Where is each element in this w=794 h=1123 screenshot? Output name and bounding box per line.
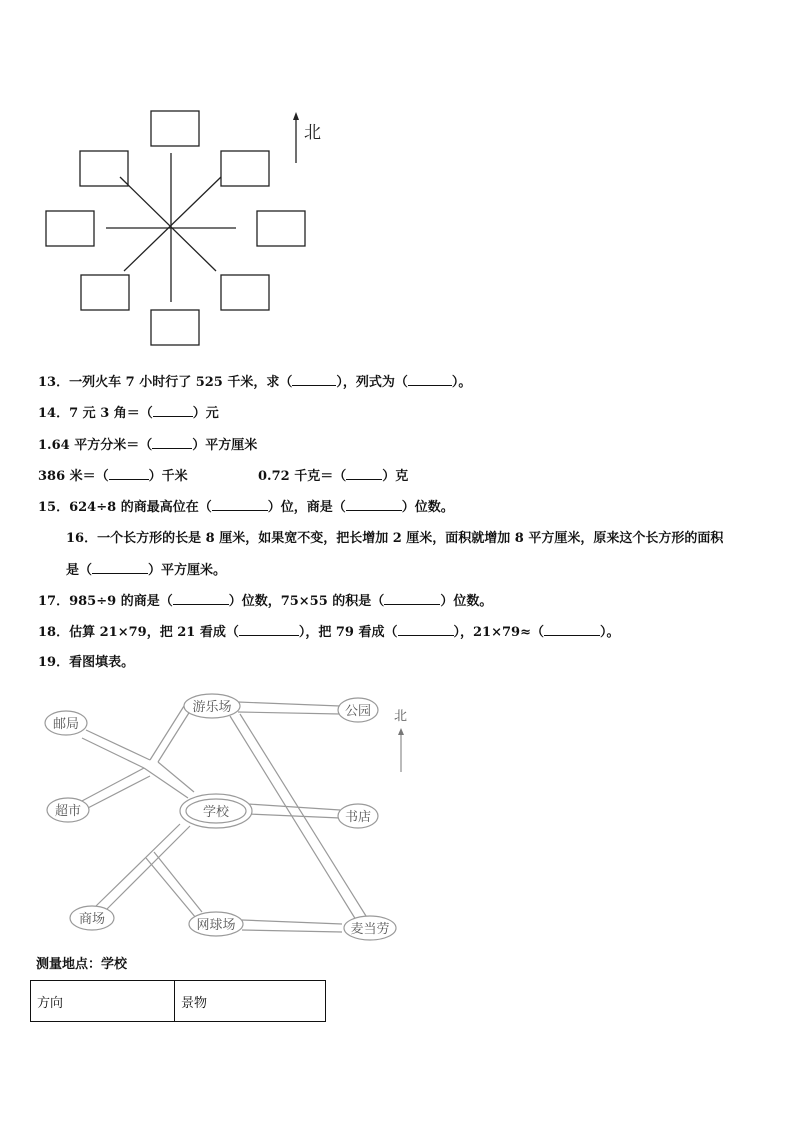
question-14-d: 0.72 千克＝（ ）克	[258, 469, 409, 484]
question-14-a: 14．7 元 3 角＝（ ）元	[38, 406, 219, 421]
direction-table	[30, 980, 326, 1022]
table-header-scenery: 景物	[175, 981, 326, 1022]
answer-blank[interactable]	[212, 498, 268, 511]
answer-blank[interactable]	[152, 436, 192, 449]
road-park	[238, 702, 340, 714]
label-park: 公园	[344, 704, 372, 719]
answer-blank[interactable]	[173, 592, 229, 605]
north-label: 北	[304, 123, 321, 143]
road-bookstore	[248, 804, 340, 818]
box-west	[46, 211, 94, 246]
direction-diagram	[40, 105, 340, 355]
question-14-b: 1.64 平方分米＝（ ）平方厘米	[38, 438, 258, 453]
answer-blank[interactable]	[398, 623, 454, 636]
label-school: 学校	[202, 805, 230, 820]
question-19: 19．看图填表。	[38, 655, 135, 670]
map-diagram	[36, 686, 416, 948]
box-northeast	[221, 151, 269, 186]
map-north-arrow-head	[398, 728, 404, 735]
road-amusement-park	[150, 706, 192, 762]
road-supermarket	[80, 768, 150, 810]
box-north	[151, 111, 199, 146]
answer-blank[interactable]	[384, 592, 440, 605]
map-north-label: 北	[394, 709, 408, 724]
label-mall: 商场	[78, 912, 106, 927]
answer-blank[interactable]	[544, 623, 600, 636]
road-tennis-mcdonalds	[242, 920, 342, 932]
question-16-line-1: 16．一个长方形的长是 8 厘米，如果宽不变，把长增加 2 厘米，面积就增加 8 平方厘米，原来这个长方形的面积	[66, 531, 724, 546]
box-south	[151, 310, 199, 345]
road-post-office	[82, 730, 150, 768]
table-row	[31, 981, 326, 1022]
road-junction-school	[144, 762, 194, 798]
label-supermarket: 超市	[54, 804, 82, 819]
answer-blank[interactable]	[408, 373, 452, 386]
line-diagonal-1	[120, 177, 216, 271]
road-mall	[96, 824, 190, 910]
answer-blank[interactable]	[346, 498, 402, 511]
north-arrow-head	[293, 112, 299, 120]
answer-blank[interactable]	[92, 561, 148, 574]
question-18: 18．估算 21×79，把 21 看成（ ），把 79 看成（ ），21×79≈（ ）。	[38, 625, 620, 640]
measure-point: 测量地点：学校	[36, 957, 128, 972]
label-post-office: 邮局	[52, 717, 80, 732]
box-east	[257, 211, 305, 246]
label-bookstore: 书店	[344, 810, 372, 825]
box-southwest	[81, 275, 129, 310]
answer-blank[interactable]	[239, 623, 299, 636]
answer-blank[interactable]	[346, 467, 382, 480]
answer-blank[interactable]	[153, 404, 193, 417]
question-17: 17．985÷9 的商是（ ）位数，75×55 的积是（ ）位数。	[38, 594, 493, 609]
label-amusement-park: 游乐场	[192, 700, 232, 715]
box-northwest	[80, 151, 128, 186]
question-14-c: 386 米＝（ ）千米	[38, 469, 188, 484]
label-mcdonalds: 麦当劳	[350, 922, 390, 937]
answer-blank[interactable]	[292, 373, 336, 386]
question-15: 15．624÷8 的商最高位在（ ）位，商是（ ）位数。	[38, 500, 454, 515]
answer-blank[interactable]	[109, 467, 149, 480]
table-header-direction: 方向	[31, 981, 175, 1022]
question-13: 13．一列火车 7 小时行了 525 千米，求（ ），列式为（ ）。	[38, 375, 472, 390]
question-16-line-2: 是（ ）平方厘米。	[66, 563, 227, 578]
line-diagonal-2	[124, 177, 221, 271]
label-tennis-court: 网球场	[196, 918, 236, 933]
box-southeast	[221, 275, 269, 310]
